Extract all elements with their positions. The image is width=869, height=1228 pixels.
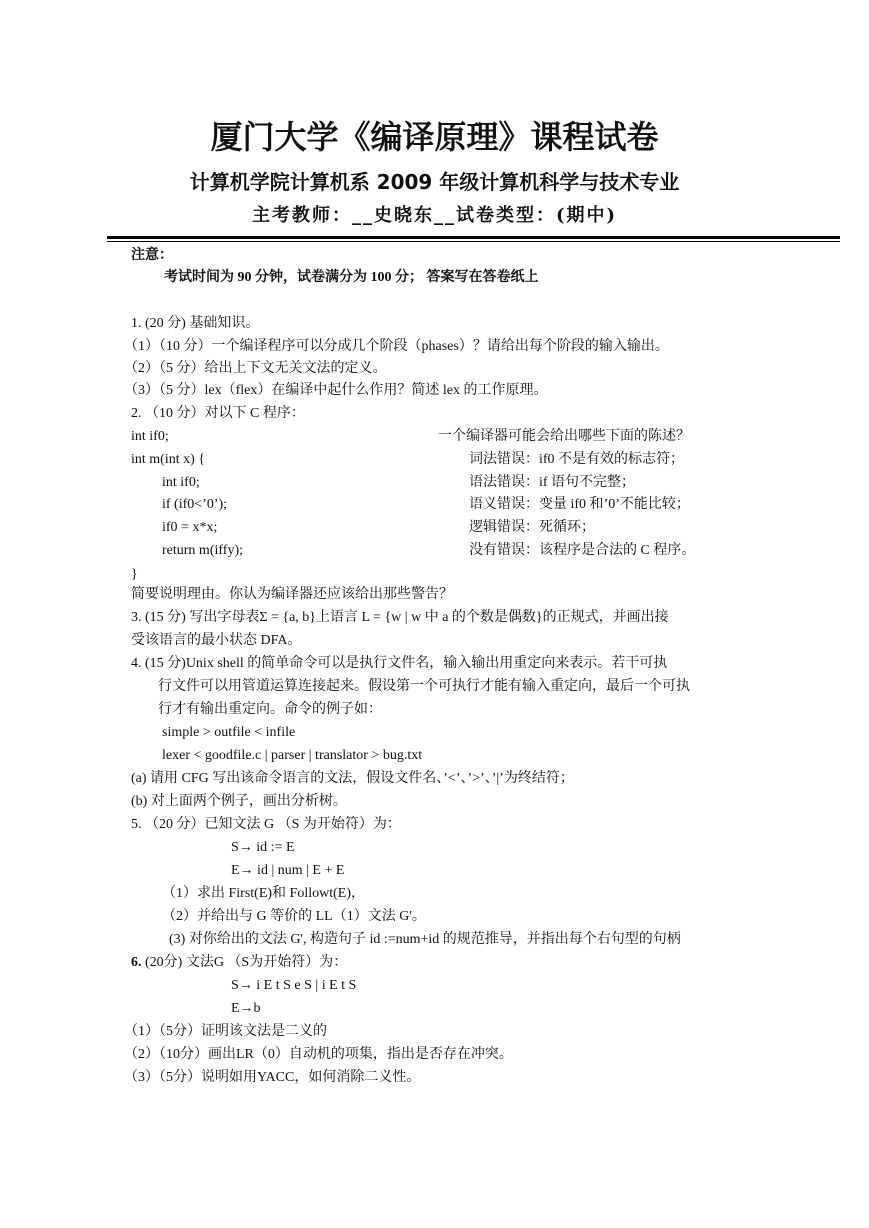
q5-item-2: （2）并给出与 G 等价的 LL（1）文法 G'。 [162, 909, 426, 924]
q1-item-3: （3）（5 分）lex（flex）在编译中起什么作用？简述 lex 的工作原理。 [124, 383, 548, 398]
q2-code-line-1: int if0; [131, 429, 169, 444]
teacher-line: 主考教师：__史晓东__试卷类型：(期中) [251, 205, 618, 226]
q2-question: 一个编译器可能会给出哪些下面的陈述？ [438, 429, 690, 444]
q6-item-3: （3）（5分）说明如用YACC，如何消除二义性。 [124, 1070, 421, 1085]
q2-code-line-5: if0 = x*x; [162, 520, 218, 535]
q6-number: 6. [131, 955, 142, 970]
notice-text: 考试时间为 90 分钟，试卷满分为 100 分； 答案写在答卷纸上 [164, 270, 539, 285]
q1-item-1: （1）（10 分）一个编译程序可以分成几个阶段（phases）？请给出每个阶段的输入输出。 [124, 339, 669, 354]
q4-example-1: simple > outfile < infile [162, 725, 296, 740]
q4-line-3: 行才有输出重定向。命令的例子如： [158, 702, 382, 717]
q5-grammar-rule-2: E→ id | num | E + E [231, 863, 345, 878]
notice-label: 注意： [131, 248, 173, 263]
exam-subtitle: 计算机学院计算机系 2009 年级计算机科学与技术专业 [189, 170, 680, 194]
q2-option-2: 语法错误：if 语句不完整； [469, 475, 636, 490]
q4-line-2: 行文件可以用管道运算连接起来。假设第一个可执行才能有输入重定向，最后一个可执 [158, 679, 690, 694]
q4-part-b: (b) 对上面两个例子，画出分析树。 [131, 794, 347, 809]
q6-item-1: （1）（5分）证明该文法是二义的 [124, 1024, 327, 1039]
q4-line-1: 4. (15 分)Unix shell 的简单命令可以是执行文件名，输入输出用重定向来表示。若干可执 [131, 656, 668, 671]
q5-grammar-rule-1: S→ id := E [231, 840, 295, 855]
q6-item-2: （2）（10分）画出LR（0）自动机的项集，指出是否存在冲突。 [124, 1047, 513, 1062]
q4-example-2: lexer < goodfile.c | parser | translator > bug.txt [162, 748, 423, 763]
q6-grammar-rule-2: E→b [231, 1001, 261, 1016]
q2-option-5: 没有错误：该程序是合法的 C 程序。 [469, 543, 696, 558]
q2-heading: 2. （10 分）对以下 C 程序： [131, 406, 305, 421]
q2-code-line-6: return m(iffy); [162, 543, 243, 558]
q2-code-line-3: int if0; [162, 475, 200, 490]
q2-code-line-7: } [131, 567, 138, 582]
q6-heading [131, 952, 347, 974]
header-divider-thin [107, 241, 840, 242]
q5-item-3: (3) 对你给出的文法 G', 构造句子 id :=num+id 的规范推导，并指出每个右句型的句柄 [169, 932, 681, 947]
header-divider [107, 236, 840, 239]
q6-heading-text: (20分) 文法G （S为开始符）为： [141, 955, 348, 970]
q1-heading: 1. (20 分) 基础知识。 [131, 316, 260, 331]
q6-grammar-rule-1: S→ i E t S e S | i E t S [231, 978, 357, 993]
q3-line-1: 3. (15 分) 写出字母表Σ = {a, b}上语言 L = {w | w 中 a 的个数是偶数}的正规式，并画出接 [131, 610, 669, 625]
q2-code-line-4: if (if0<’0’); [162, 497, 228, 512]
q5-heading: 5. （20 分）已知文法 G （S 为开始符）为： [131, 817, 401, 832]
q3-line-2: 受该语言的最小状态 DFA。 [131, 633, 302, 648]
q2-option-3: 语义错误：变量 if0 和’0’不能比较； [469, 497, 690, 512]
q1-item-2: （2）（5 分）给出上下文无关文法的定义。 [124, 361, 387, 376]
q2-option-4: 逻辑错误：死循环； [469, 520, 595, 535]
q5-item-1: （1）求出 First(E)和 Followt(E)， [162, 886, 365, 901]
q2-tail: 简要说明理由。你认为编译器还应该给出那些警告？ [131, 587, 453, 602]
q2-option-1: 词法错误：if0 不是有效的标志符； [469, 452, 685, 467]
q2-code-line-2: int m(int x) { [131, 452, 205, 467]
q4-part-a: (a) 请用 CFG 写出该命令语言的文法，假设文件名、’<’、’>’、’|’为终结符； [131, 771, 574, 786]
exam-title: 厦门大学《编译原理》课程试卷 [210, 118, 659, 156]
